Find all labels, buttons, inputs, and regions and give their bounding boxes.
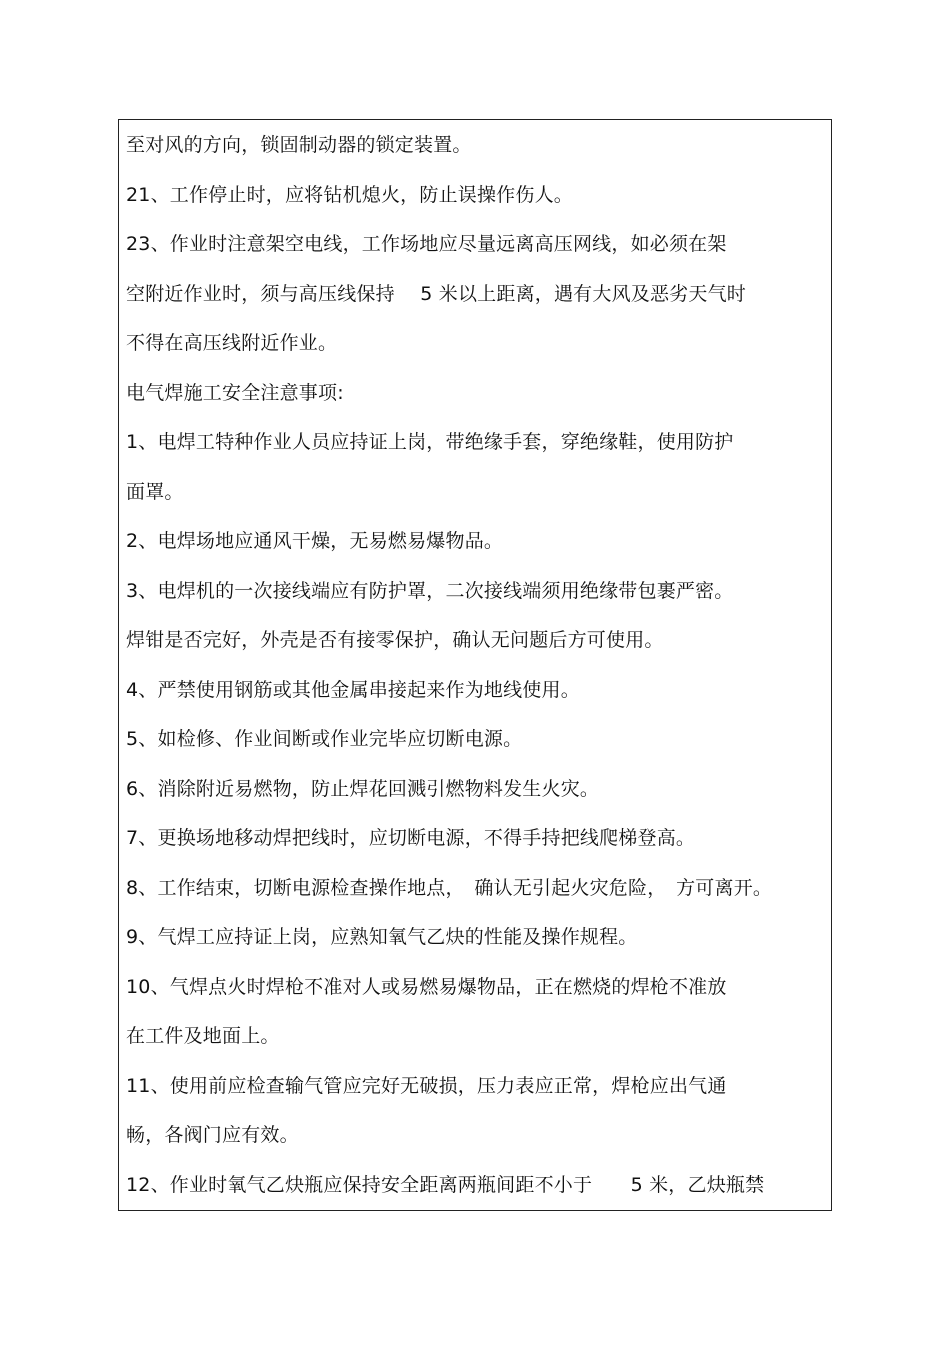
text-line: 10、气焊点火时焊枪不准对人或易燃易爆物品，正在燃烧的焊枪不准放 — [126, 976, 727, 998]
text-line: 11、使用前应检查输气管应完好无破损，压力表应正常，焊枪应出气通 — [126, 1075, 727, 1097]
text-line: 23、作业时注意架空电线，工作场地应尽量远离高压网线，如必须在架 — [126, 233, 727, 255]
text-line: 4、严禁使用钢筋或其他金属串接起来作为地线使用。 — [126, 679, 580, 701]
text-line: 9、气焊工应持证上岗，应熟知氧气乙炔的性能及操作规程。 — [126, 926, 638, 948]
text-line: 面罩。 — [126, 481, 184, 503]
text-line: 在工件及地面上。 — [126, 1025, 280, 1047]
text-line: 焊钳是否完好，外壳是否有接零保护，确认无问题后方可使用。 — [126, 629, 664, 651]
text-line: 8、工作结束，切断电源检查操作地点， 确认无引起火灾危险， 方可离开。 — [126, 877, 773, 899]
text-line: 6、消除附近易燃物，防止焊花回溅引燃物料发生火灾。 — [126, 778, 600, 800]
text-line: 1、电焊工特种作业人员应持证上岗，带绝缘手套，穿绝缘鞋，使用防护 — [126, 431, 734, 453]
text-line: 7、更换场地移动焊把线时，应切断电源，不得手持把线爬梯登高。 — [126, 827, 696, 849]
text-line: 12、作业时氧气乙炔瓶应保持安全距离两瓶间距不小于 5 米，乙炔瓶禁 — [126, 1174, 765, 1196]
text-line: 5、如检修、作业间断或作业完毕应切断电源。 — [126, 728, 523, 750]
text-line: 不得在高压线附近作业。 — [126, 332, 338, 354]
section-heading: 电气焊施工安全注意事项: — [126, 382, 344, 404]
text-line: 至对风的方向，锁固制动器的锁定装置。 — [126, 134, 472, 156]
text-line: 空附近作业时，须与高压线保持 5 米以上距离，遇有大风及恶劣天气时 — [126, 283, 746, 305]
text-line: 畅，各阀门应有效。 — [126, 1124, 299, 1146]
text-line: 21、工作停止时，应将钻机熄火，防止误操作伤人。 — [126, 184, 573, 206]
text-line: 2、电焊场地应通风干燥，无易燃易爆物品。 — [126, 530, 504, 552]
text-line: 3、电焊机的一次接线端应有防护罩，二次接线端须用绝缘带包裹严密。 — [126, 580, 734, 602]
document-table-cell — [118, 119, 832, 1211]
